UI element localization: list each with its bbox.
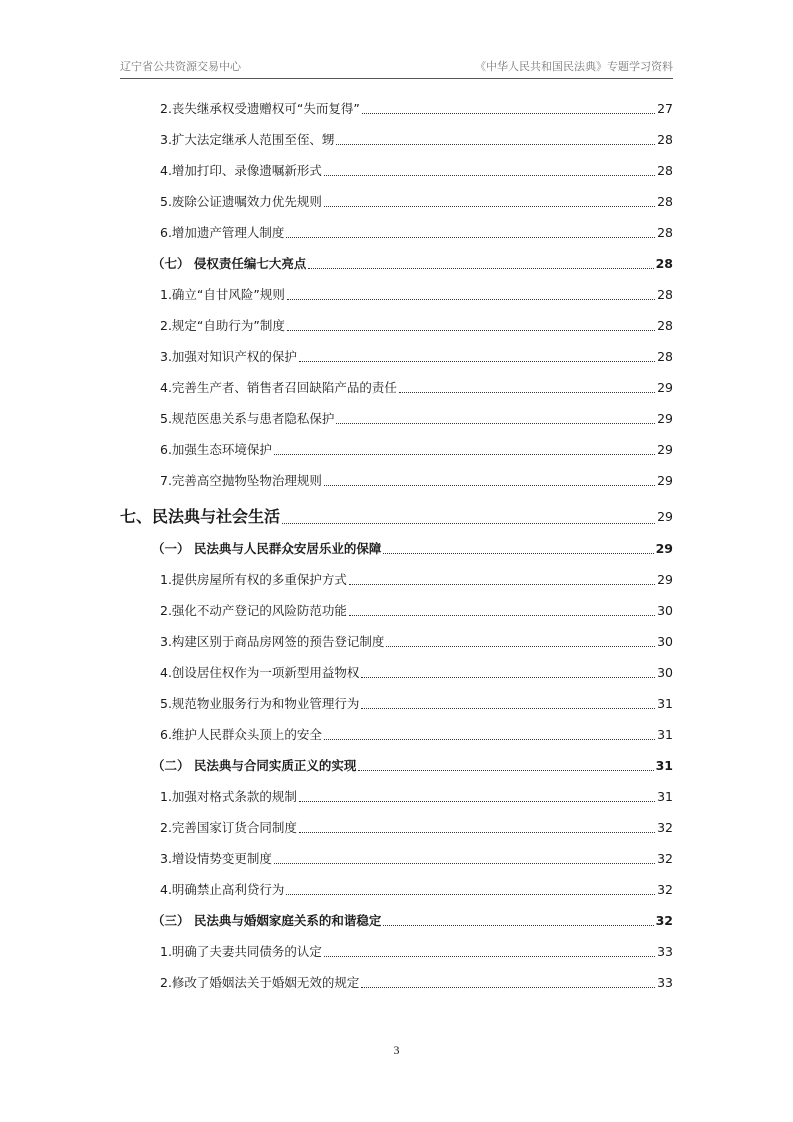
toc-leader-dots [399, 391, 655, 393]
toc-entry-title: 4.增加打印、录像遗嘱新形式 [160, 163, 322, 178]
toc-entry-title: 2.修改了婚姻法关于婚姻无效的规定 [160, 975, 360, 990]
toc-leader-dots [299, 360, 655, 362]
toc-entry-page-number: 28 [657, 349, 673, 364]
header-document-title: 《中华人民共和国民法典》专题学习资料 [475, 60, 673, 73]
toc-entry-title: 4.创设居住权作为一项新型用益物权 [160, 665, 360, 680]
toc-entry-page-number: 29 [657, 473, 673, 488]
toc-leader-dots [299, 800, 655, 802]
toc-entry[interactable] [160, 788, 673, 806]
toc-entry-page-number: 28 [655, 256, 673, 271]
toc-entry[interactable] [160, 726, 673, 744]
toc-entry[interactable] [160, 472, 673, 490]
toc-leader-dots [324, 955, 655, 957]
toc-leader-dots [274, 453, 655, 455]
toc-entry[interactable] [160, 317, 673, 335]
toc-entry-title: 7.完善高空抛物坠物治理规则 [160, 473, 322, 488]
toc-entry-title: 3.增设情势变更制度 [160, 851, 272, 866]
toc-entry-title: 6.加强生态环境保护 [160, 442, 272, 457]
toc-entry-title: （七） 侵权责任编七大亮点 [152, 256, 307, 271]
toc-entry[interactable] [160, 286, 673, 304]
toc-leader-dots [324, 738, 655, 740]
toc-entry-title: 1.明确了夫妻共同债务的认定 [160, 944, 322, 959]
toc-leader-dots [362, 112, 655, 114]
toc-entry[interactable] [160, 850, 673, 868]
toc-entry[interactable] [160, 974, 673, 992]
toc-leader-dots [286, 893, 655, 895]
toc-entry-page-number: 33 [657, 975, 673, 990]
toc-entry[interactable] [160, 571, 673, 589]
toc-entry-title: 5.废除公证遗嘱效力优先规则 [160, 194, 322, 209]
toc-entry-page-number: 31 [657, 696, 673, 711]
toc-entry-title: 5.规范医患关系与患者隐私保护 [160, 411, 335, 426]
toc-entry-page-number: 28 [657, 225, 673, 240]
toc-entry-page-number: 28 [657, 132, 673, 147]
toc-leader-dots [324, 205, 655, 207]
toc-entry-title: 4.完善生产者、销售者召回缺陷产品的责任 [160, 380, 397, 395]
toc-entry-title: 4.明确禁止高利贷行为 [160, 882, 285, 897]
toc-entry-title: （三） 民法典与婚姻家庭关系的和谐稳定 [152, 913, 382, 928]
toc-entry-page-number: 29 [657, 411, 673, 426]
page-header [120, 56, 673, 79]
toc-entry-title: 七、民法典与社会生活 [120, 507, 281, 526]
toc-entry-page-number: 28 [657, 287, 673, 302]
toc-section[interactable] [152, 912, 673, 930]
toc-leader-dots [324, 484, 655, 486]
toc-entry[interactable] [160, 100, 673, 118]
toc-entry[interactable] [160, 348, 673, 366]
toc-entry-title: 2.规定“自助行为”制度 [160, 318, 285, 333]
toc-entry-title: 6.维护人民群众头顶上的安全 [160, 727, 322, 742]
toc-leader-dots [349, 614, 655, 616]
toc-entry-page-number: 31 [657, 727, 673, 742]
toc-leader-dots [286, 236, 655, 238]
toc-entry[interactable] [160, 695, 673, 713]
toc-entry-title: 2.强化不动产登记的风险防范功能 [160, 603, 347, 618]
header-organization: 辽宁省公共资源交易中心 [120, 60, 241, 73]
toc-entry-title: （一） 民法典与人民群众安居乐业的保障 [152, 541, 382, 556]
toc-entry-page-number: 29 [655, 541, 673, 556]
toc-leader-dots [308, 267, 653, 269]
toc-leader-dots [336, 422, 655, 424]
toc-entry-page-number: 32 [657, 851, 673, 866]
toc-entry[interactable] [160, 162, 673, 180]
toc-leader-dots [383, 552, 653, 554]
toc-entry-title: 5.规范物业服务行为和物业管理行为 [160, 696, 360, 711]
toc-leader-dots [361, 676, 655, 678]
toc-section[interactable] [152, 757, 673, 775]
toc-entry-title: 3.构建区别于商品房网签的预告登记制度 [160, 634, 385, 649]
toc-leader-dots [386, 645, 655, 647]
toc-entry-page-number: 28 [657, 163, 673, 178]
toc-entry-page-number: 31 [655, 758, 673, 773]
toc-entry-title: 6.增加遗产管理人制度 [160, 225, 285, 240]
toc-section[interactable] [152, 540, 673, 558]
toc-entry-title: 2.完善国家订货合同制度 [160, 820, 297, 835]
toc-entry-page-number: 29 [657, 509, 673, 524]
toc-entry-page-number: 32 [655, 913, 673, 928]
toc-entry-title: （二） 民法典与合同实质正义的实现 [152, 758, 357, 773]
toc-entry-page-number: 28 [657, 194, 673, 209]
toc-leader-dots [336, 143, 655, 145]
toc-entry[interactable] [160, 131, 673, 149]
toc-entry[interactable] [160, 379, 673, 397]
toc-leader-dots [349, 583, 655, 585]
toc-entry-title: 3.加强对知识产权的保护 [160, 349, 297, 364]
toc-entry[interactable] [160, 193, 673, 211]
toc-entry-title: 2.丧失继承权受遗赠权可“失而复得” [160, 101, 360, 116]
toc-chapter[interactable] [120, 506, 673, 528]
toc-leader-dots [383, 924, 653, 926]
toc-entry-title: 1.加强对格式条款的规制 [160, 789, 297, 804]
toc-entry[interactable] [160, 943, 673, 961]
toc-section[interactable] [152, 255, 673, 273]
toc-entry-page-number: 32 [657, 882, 673, 897]
toc-entry-page-number: 28 [657, 318, 673, 333]
toc-entry[interactable] [160, 224, 673, 242]
toc-entry-title: 1.确立“自甘风险”规则 [160, 287, 285, 302]
toc-entry-page-number: 29 [657, 572, 673, 587]
toc-entry[interactable] [160, 602, 673, 620]
toc-entry-title: 1.提供房屋所有权的多重保护方式 [160, 572, 347, 587]
toc-entry[interactable] [160, 819, 673, 837]
toc-leader-dots [324, 174, 655, 176]
page-number: 3 [393, 1043, 400, 1057]
toc-leader-dots [358, 769, 653, 771]
toc-entry-page-number: 27 [657, 101, 673, 116]
toc-leader-dots [361, 707, 655, 709]
toc-entry-title: 3.扩大法定继承人范围至侄、甥 [160, 132, 335, 147]
toc-leader-dots [361, 986, 655, 988]
toc-leader-dots [282, 522, 655, 524]
toc-entry-page-number: 30 [657, 665, 673, 680]
toc-entry[interactable] [160, 881, 673, 899]
toc-entry-page-number: 30 [657, 634, 673, 649]
toc-entry-page-number: 29 [657, 380, 673, 395]
toc-entry[interactable] [160, 633, 673, 651]
toc-entry-page-number: 33 [657, 944, 673, 959]
toc-leader-dots [299, 831, 655, 833]
toc-leader-dots [274, 862, 655, 864]
toc-entry-page-number: 32 [657, 820, 673, 835]
toc-entry-page-number: 30 [657, 603, 673, 618]
toc-entry[interactable] [160, 664, 673, 682]
toc-entry-page-number: 31 [657, 789, 673, 804]
toc-leader-dots [287, 298, 655, 300]
toc-entry[interactable] [160, 441, 673, 459]
toc-entry-page-number: 29 [657, 442, 673, 457]
toc-leader-dots [287, 329, 655, 331]
toc-entry[interactable] [160, 410, 673, 428]
